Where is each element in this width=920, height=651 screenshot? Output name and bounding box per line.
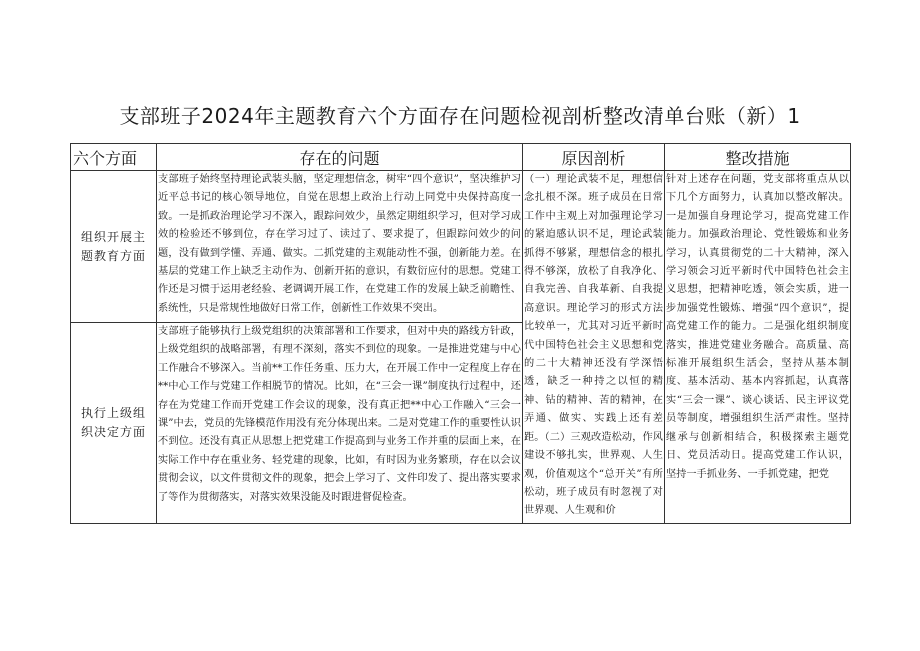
cause-cell <box>523 171 665 524</box>
problem-text: 支部班子能够执行上级党组织的决策部署和工作要求，但对中央的路线方针政，上级党组织的战略部署，有理不深刻，落实不到位的现象。一是推进党建与中心工作融合不够深入。当前**工作任务重、压力大，在开展工作中一定程度上存在**中心工作与党建工作相脱节的情况。比如，在“三会一课”制度执行过程中，还存在为党建工作而开党建工作会议的现象，没有真正把**中心工作融入“三会一课”中去，党员的先锋模范作用没有充分体现出来。二是对党建工作的重要性认识不到位。还没有真正从思想上把党建工作提高到与业务工作并重的层面上来，在实际工作中存在重业务、轻党建的现象，比如，有时因为业务繁琐，存在以会议贯彻会议，以文件贯彻文件的现象，把会上学习了、文件印发了、提出落实要求了等作为贯彻落实，对落实效果没能及时跟进督促检查。 <box>158 326 521 503</box>
problem-cell <box>157 323 523 524</box>
header-rectification-measures: 整改措施 <box>665 144 851 171</box>
problem-cell <box>157 171 523 323</box>
problem-text: 支部班子始终坚持理论武装头脑，坚定理想信念，树牢“四个意识”，坚决维护习近平总书记的核心领导地位，自觉在思想上政治上行动上同党中央保持高度一致。一是抓政治理论学习不深入，跟踪问效少，虽然定期组织学习，但对学习成效的检验还不够到位，存在学习过了、读过了、要求提了，但跟踪问效少的问题，没有做到学懂、弄通、做实。二抓党建的主观能动性不强，创新能力差。在基层的党建工作上缺乏主动作为、创新开拓的意识，有数衍应付的思想。党建工作还是习惯于运用老经验、老调调开展工作，在党建工作的发展上缺乏前瞻性、系统性，只是常规性地做好日常工作，创新性工作效果不突出。 <box>158 174 521 314</box>
measures-cell <box>665 171 851 524</box>
aspect-cell: 执行上级组织决定方面 <box>71 323 157 524</box>
table-header-row <box>71 144 851 171</box>
header-cause-analysis: 原因剖析 <box>523 144 665 171</box>
page-title: 支部班子2024年主题教育六个方面存在问题检视剖析整改清单台账（新）1 <box>119 104 801 128</box>
rectification-ledger-table <box>70 143 851 524</box>
cause-text: （一）理论武装不足，理想信念扎根不深。班子成员在日常工作中主观上对加强理论学习的紧迫感认识不足，理论武装抓得不够紧，理想信念的根扎得不够深，放松了自我净化、自我完善、自我革新、自我提高意识。理论学习的形式方法比较单一，尤其对习近平新时代中国特色社会主义思想和党的二十大精神还没有学深悟透，缺乏一种持之以恒的精神、钻的精神、苦的精神，在弄通、做实、实践上还有差距。（二）三观改造松动，作风建设不够扎实，世界观、人生观，价值观这个“总开关”有所松动，班子成员有时忽视了对世界观、人生观和价 <box>524 174 663 517</box>
aspect-cell: 组织开展主题教育方面 <box>71 171 157 323</box>
header-six-aspects: 六个方面 <box>71 144 157 171</box>
table-row <box>71 171 851 323</box>
measures-text: 针对上述存在问题，党支部将重点从以下几个方面努力，认真加以整改解决。一是加强自身理论学习，提高党建工作能力。加强政治理论、党性锻炼和业务学习，认真贯彻党的二十大精神，深入学习领会习近平新时代中国特色社会主义思想，把精神吃透，领会实质，进一步加强党性锻炼、增强“四个意识”，提高党建工作的能力。二是强化组织制度落实，推进党建业务融合。高质量、高标准开展组织生活会，坚持从基本制度、基本活动、基本内容抓起，认真落实“三会一课”、谈心谈话、民主评议党员等制度，增强组织生活严肃性。坚持继承与创新相结合，积极探索主题党日、党员活动日。提高党建工作认识，坚持一手抓业务、一手抓党建，把党 <box>666 174 849 480</box>
header-existing-problems: 存在的问题 <box>157 144 523 171</box>
